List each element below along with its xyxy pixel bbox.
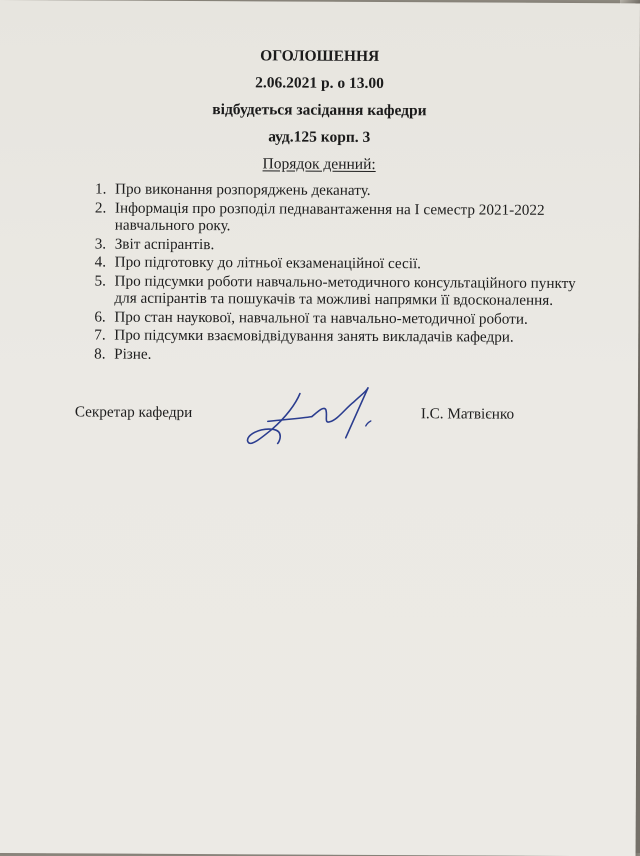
signer-role: Секретар кафедри [74, 403, 193, 422]
agenda-item-number: 1. [94, 180, 107, 198]
meeting-location: ауд.125 корп. 3 [268, 128, 371, 146]
announcement-title: ОГОЛОШЕННЯ [260, 47, 380, 65]
agenda-item-text: Звіт аспірантів. [114, 235, 215, 253]
agenda-heading [0, 154, 639, 175]
agenda-item [84, 308, 584, 328]
agenda-heading-text: Порядок денний: [262, 155, 376, 173]
agenda-item [84, 326, 584, 346]
agenda-list [84, 180, 585, 366]
agenda-item-number: 6. [94, 307, 106, 326]
agenda-item-text: Про виконання розпоряджень деканату. [114, 180, 371, 199]
agenda-item-text: Про підсумки взаємовідвідування занять викладачів кафедри. [114, 326, 514, 346]
agenda-item [84, 345, 584, 365]
agenda-item-number: 4. [94, 253, 107, 271]
agenda-item-text: Різне. [114, 345, 152, 363]
agenda-item [84, 272, 584, 310]
agenda-item-number: 3. [94, 234, 107, 253]
agenda-item [85, 199, 585, 237]
signer-name: І.С. Матвієнко [420, 405, 515, 423]
agenda-item-text: Про підсумки роботи навчально-методичного консультаційного пункту для аспірантів та пошукачів та можливі напрямки її вдосконалення. [114, 272, 576, 309]
agenda-item [85, 235, 585, 255]
agenda-item-number: 8. [94, 344, 106, 363]
agenda-item-number: 5. [94, 271, 106, 290]
meeting-datetime: 2.06.2021 р. о 13.00 [255, 74, 384, 93]
meeting-event: відбудеться засідання кафедри [212, 101, 427, 120]
agenda-item-text: Інформація про розподіл педнавантаження на I семестр 2021-2022 навчального року. [114, 199, 545, 235]
handwritten-signature [238, 379, 388, 460]
agenda-item-text: Про підготовку до літньої екзаменаційної сесії. [114, 253, 422, 273]
agenda-item-text: Про стан наукової, навчальної та навчально-методичної роботи. [114, 308, 528, 328]
agenda-item [85, 180, 585, 200]
agenda-item-number: 7. [94, 326, 106, 344]
agenda-item [85, 253, 585, 273]
agenda-item-number: 2. [94, 198, 107, 217]
